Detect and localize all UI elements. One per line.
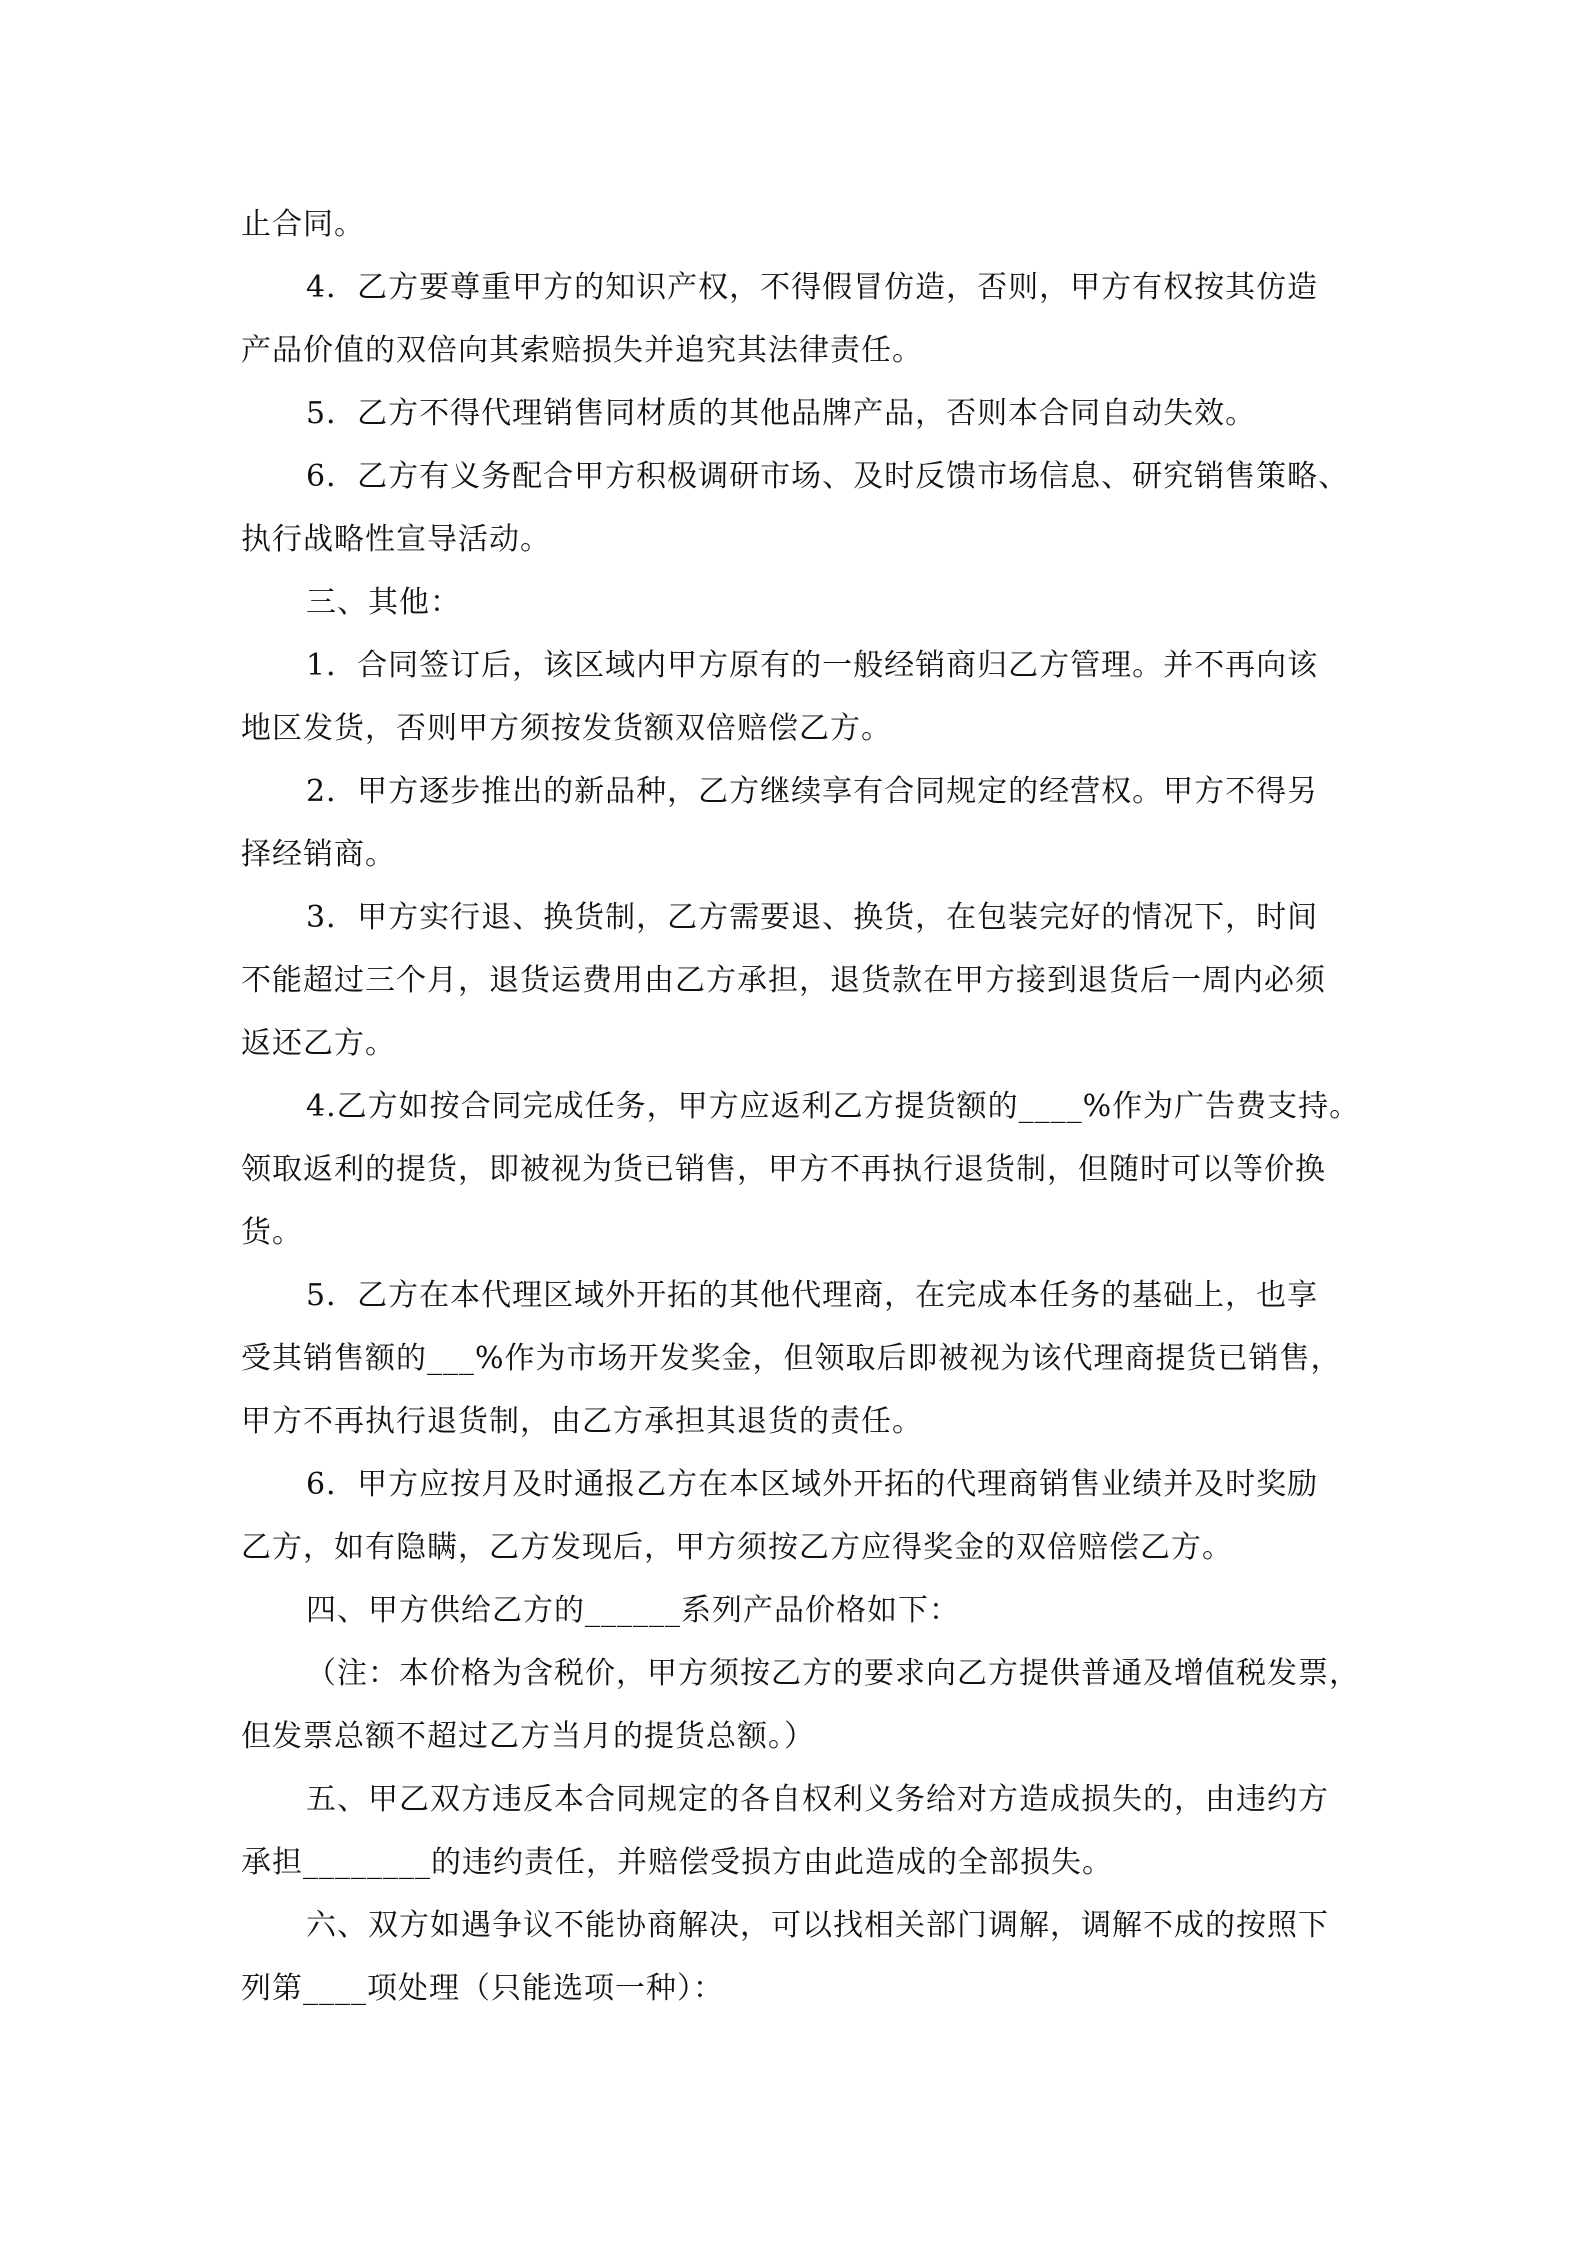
text-line: 4．乙方要尊重甲方的知识产权，不得假冒仿造，否则，甲方有权按其仿造 bbox=[306, 270, 1319, 305]
text-line: 不能超过三个月，退货运费用由乙方承担，退货款在甲方接到退货后一周内必须 bbox=[241, 963, 1326, 998]
text-line: 6．乙方有义务配合甲方积极调研市场、及时反馈市场信息、研究销售策略、 bbox=[306, 459, 1350, 494]
text-line: 5．乙方不得代理销售同材质的其他品牌产品，否则本合同自动失效。 bbox=[306, 396, 1257, 431]
section-heading: 四、甲方供给乙方的______系列产品价格如下： bbox=[306, 1593, 960, 1628]
text-line: 但发票总额不超过乙方当月的提货总额。） bbox=[241, 1719, 815, 1754]
text-line: 领取返利的提货，即被视为货已销售，甲方不再执行退货制，但随时可以等价换 bbox=[241, 1152, 1326, 1187]
text-line: 择经销商。 bbox=[241, 837, 396, 872]
text-line: 3．甲方实行退、换货制，乙方需要退、换货，在包装完好的情况下，时间 bbox=[306, 900, 1319, 935]
text-line: 止合同。 bbox=[241, 207, 365, 242]
text-line: 承担________的违约责任，并赔偿受损方由此造成的全部损失。 bbox=[241, 1845, 1113, 1880]
text-line: 产品价值的双倍向其索赔损失并追究其法律责任。 bbox=[241, 333, 923, 368]
section-heading: 五、甲乙双方违反本合同规定的各自权利义务给对方造成损失的，由违约方 bbox=[306, 1782, 1329, 1817]
text-line: 列第____项处理（只能选项一种）： bbox=[241, 1971, 724, 2006]
text-line: 4.乙方如按合同完成任务，甲方应返利乙方提货额的____%作为广告费支持。 bbox=[306, 1089, 1361, 1124]
section-heading: 三、其他： bbox=[306, 585, 461, 620]
text-line: 2．甲方逐步推出的新品种，乙方继续享有合同规定的经营权。甲方不得另 bbox=[306, 774, 1319, 809]
section-heading: 六、双方如遇争议不能协商解决，可以找相关部门调解，调解不成的按照下 bbox=[306, 1908, 1329, 1943]
text-line: 6．甲方应按月及时通报乙方在本区域外开拓的代理商销售业绩并及时奖励 bbox=[306, 1467, 1319, 1502]
text-line: 货。 bbox=[241, 1215, 303, 1250]
text-line: 执行战略性宣导活动。 bbox=[241, 522, 551, 557]
text-line: 1．合同签订后，该区域内甲方原有的一般经销商归乙方管理。并不再向该 bbox=[306, 648, 1319, 683]
text-line: 受其销售额的___%作为市场开发奖金，但领取后即被视为该代理商提货已销售， bbox=[241, 1341, 1342, 1376]
text-line: （注：本价格为含税价，甲方须按乙方的要求向乙方提供普通及增值税发票， bbox=[306, 1656, 1360, 1691]
text-line: 5．乙方在本代理区域外开拓的其他代理商，在完成本任务的基础上，也享 bbox=[306, 1278, 1319, 1313]
text-line: 地区发货，否则甲方须按发货额双倍赔偿乙方。 bbox=[241, 711, 892, 746]
text-line: 甲方不再执行退货制，由乙方承担其退货的责任。 bbox=[241, 1404, 923, 1439]
text-line: 返还乙方。 bbox=[241, 1026, 396, 1061]
text-line: 乙方，如有隐瞒，乙方发现后，甲方须按乙方应得奖金的双倍赔偿乙方。 bbox=[241, 1530, 1233, 1565]
